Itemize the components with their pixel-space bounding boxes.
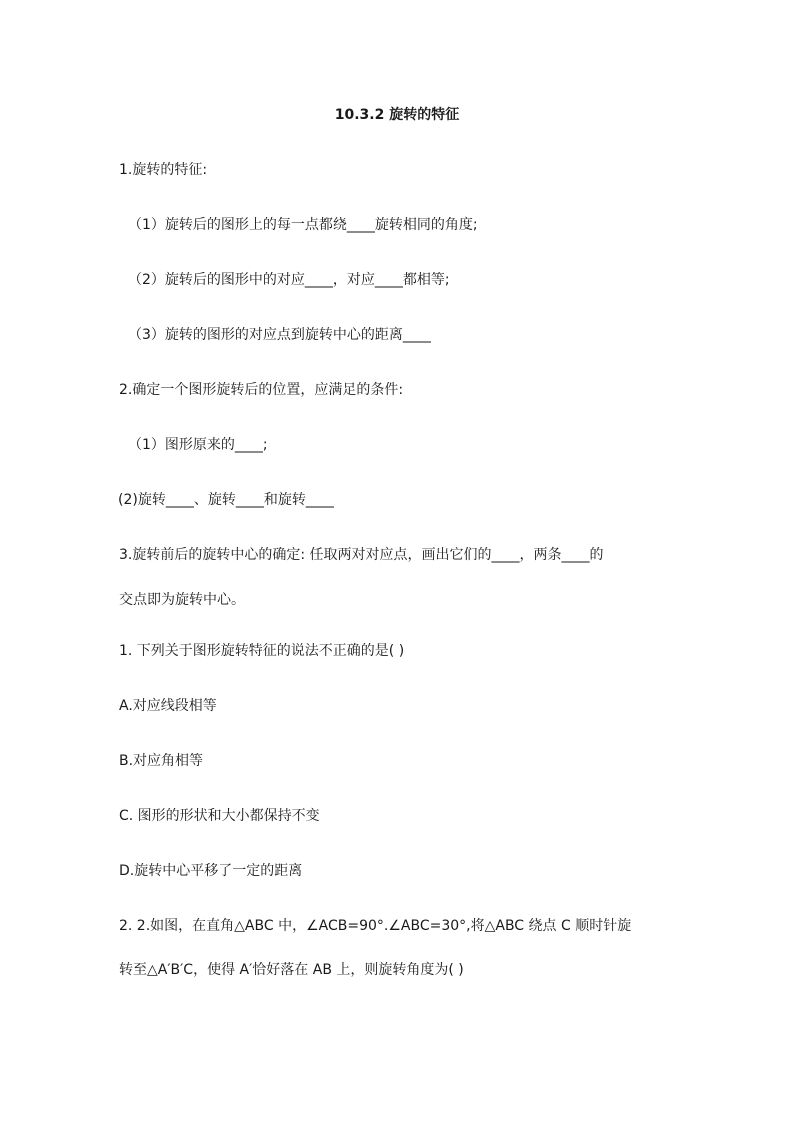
page-title: 10.3.2 旋转的特征 — [334, 107, 460, 123]
section-3-text-line-1: 3.旋转前后的旋转中心的确定: 任取两对对应点，画出它们的____，两条____的 — [119, 547, 604, 563]
section-2-item-1: （1）图形原来的____; — [128, 437, 268, 453]
section-3-text-line-2: 交点即为旋转中心。 — [119, 592, 245, 608]
section-1-item-3: （3）旋转的图形的对应点到旋转中心的距离____ — [128, 327, 431, 343]
section-2-item-2: (2)旋转____、旋转____和旋转____ — [118, 492, 334, 508]
question-2-stem-line-2: 转至△A′B′C，使得 A′恰好落在 AB 上，则旋转角度为( ) — [119, 962, 464, 978]
question-2-stem-line-1: 2. 2.如图，在直角△ABC 中，∠ACB=90°.∠ABC=30°,将△ABC 绕点 C 顺时针旋 — [119, 918, 632, 934]
section-2-heading: 2.确定一个图形旋转后的位置，应满足的条件: — [119, 382, 404, 398]
question-1-stem: 1. 下列关于图形旋转特征的说法不正确的是( ) — [119, 643, 405, 659]
question-1-option-b: B.对应角相等 — [119, 753, 204, 769]
section-1-item-1: （1）旋转后的图形上的每一点都绕____旋转相同的角度; — [128, 217, 478, 233]
question-1-option-c: C. 图形的形状和大小都保持不变 — [119, 808, 320, 824]
question-1-option-d: D.旋转中心平移了一定的距离 — [119, 863, 303, 879]
section-1-heading: 1.旋转的特征: — [119, 162, 208, 178]
section-1-item-2: （2）旋转后的图形中的对应____，对应____都相等; — [128, 272, 450, 288]
question-1-option-a: A.对应线段相等 — [119, 698, 217, 714]
